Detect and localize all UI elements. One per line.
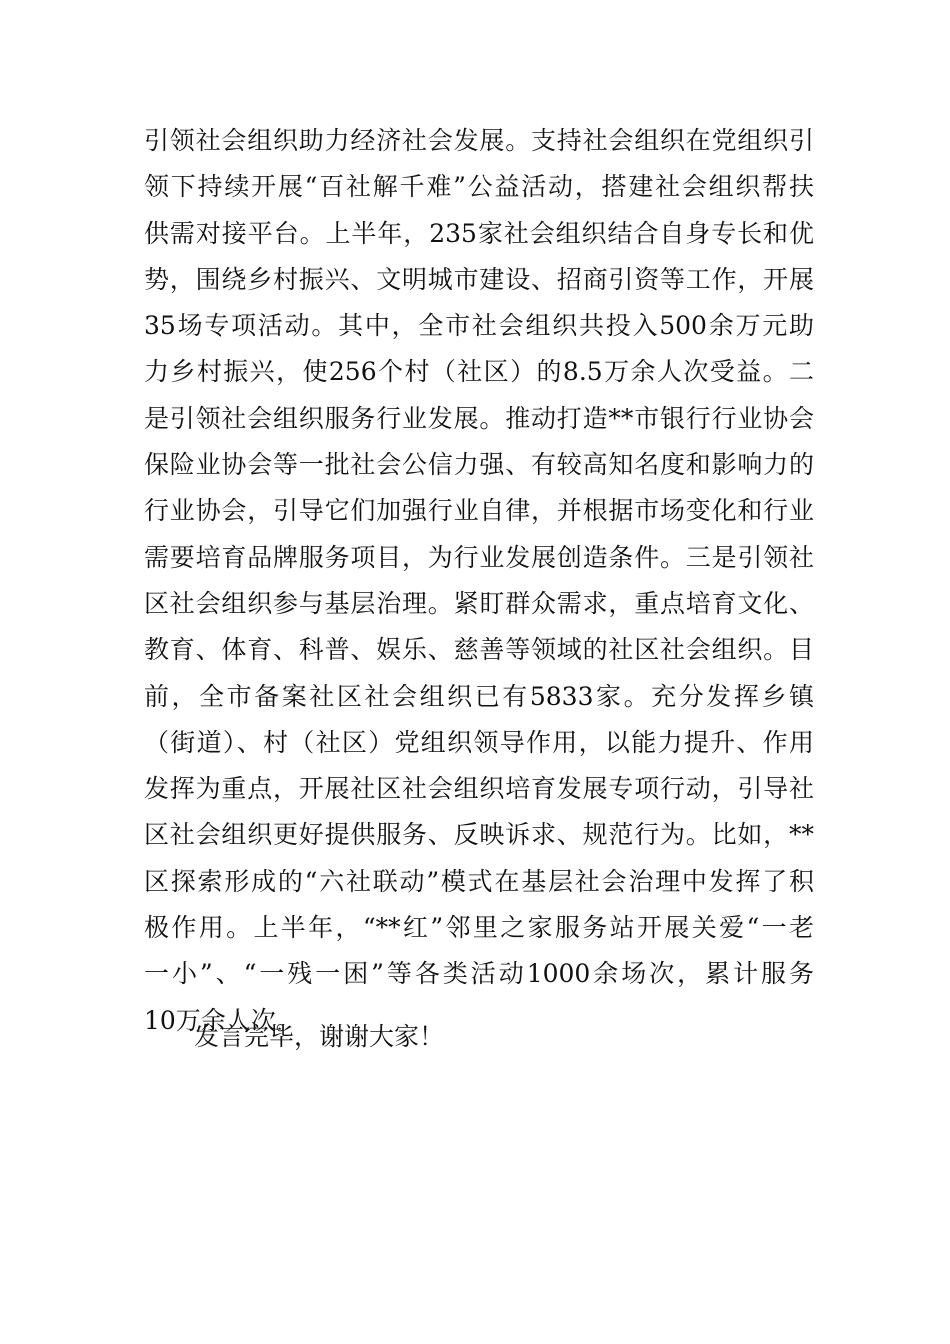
paragraph-line: 极作用。上半年，“**红”邻里之家服务站开展关爱“一老: [144, 913, 814, 943]
paragraph-line: 发挥为重点，开展社区社会组织培育发展专项行动，引导社: [144, 774, 814, 804]
paragraph-line: 区社会组织参与基层治理。紧盯群众需求，重点培育文化、: [144, 588, 814, 618]
body-paragraph: [144, 118, 814, 1044]
paragraph-line: 引领社会组织助力经济社会发展。支持社会组织在党组织引: [144, 126, 814, 155]
paragraph-line: （街道）、村（社区）党组织领导作用，以能力提升、作用: [144, 727, 814, 757]
closing-remark: 发言完毕，谢谢大家！: [194, 1022, 445, 1051]
paragraph-line: 区社会组织更好提供服务、反映诉求、规范行为。比如，**: [144, 820, 814, 850]
paragraph-line: 前，全市备案社区社会组织已有5833家。充分发挥乡镇: [144, 681, 814, 711]
paragraph-line: 势，围绕乡村振兴、文明城市建设、招商引资等工作，开展: [144, 264, 814, 294]
paragraph-line: 保险业协会等一批社会公信力强、有较高知名度和影响力的: [144, 450, 814, 480]
paragraph-line: 35场专项活动。其中，全市社会组织共投入500余万元助: [144, 311, 814, 341]
paragraph-line: 一小”、“一残一困”等各类活动1000余场次，累计服务: [144, 959, 814, 989]
paragraph-line: 需要培育品牌服务项目，为行业发展创造条件。三是引领社: [144, 542, 814, 572]
paragraph-line: 供需对接平台。上半年，235家社会组织结合自身专长和优: [144, 218, 814, 248]
paragraph-line: 行业协会，引导它们加强行业自律，并根据市场变化和行业: [144, 496, 814, 526]
paragraph-line: 区探索形成的“六社联动”模式在基层社会治理中发挥了积: [144, 866, 814, 896]
paragraph-line: 10万余人次。: [144, 1005, 301, 1035]
paragraph-line: 教育、体育、科普、娱乐、慈善等领域的社区社会组织。目: [144, 635, 814, 665]
paragraph-line: 领下持续开展“百社解千难”公益活动，搭建社会组织帮扶: [144, 172, 814, 202]
paragraph-line: 力乡村振兴，使256个村（社区）的8.5万余人次受益。二: [144, 357, 814, 387]
paragraph-line: 是引领社会组织服务行业发展。推动打造**市银行行业协会: [144, 403, 814, 433]
